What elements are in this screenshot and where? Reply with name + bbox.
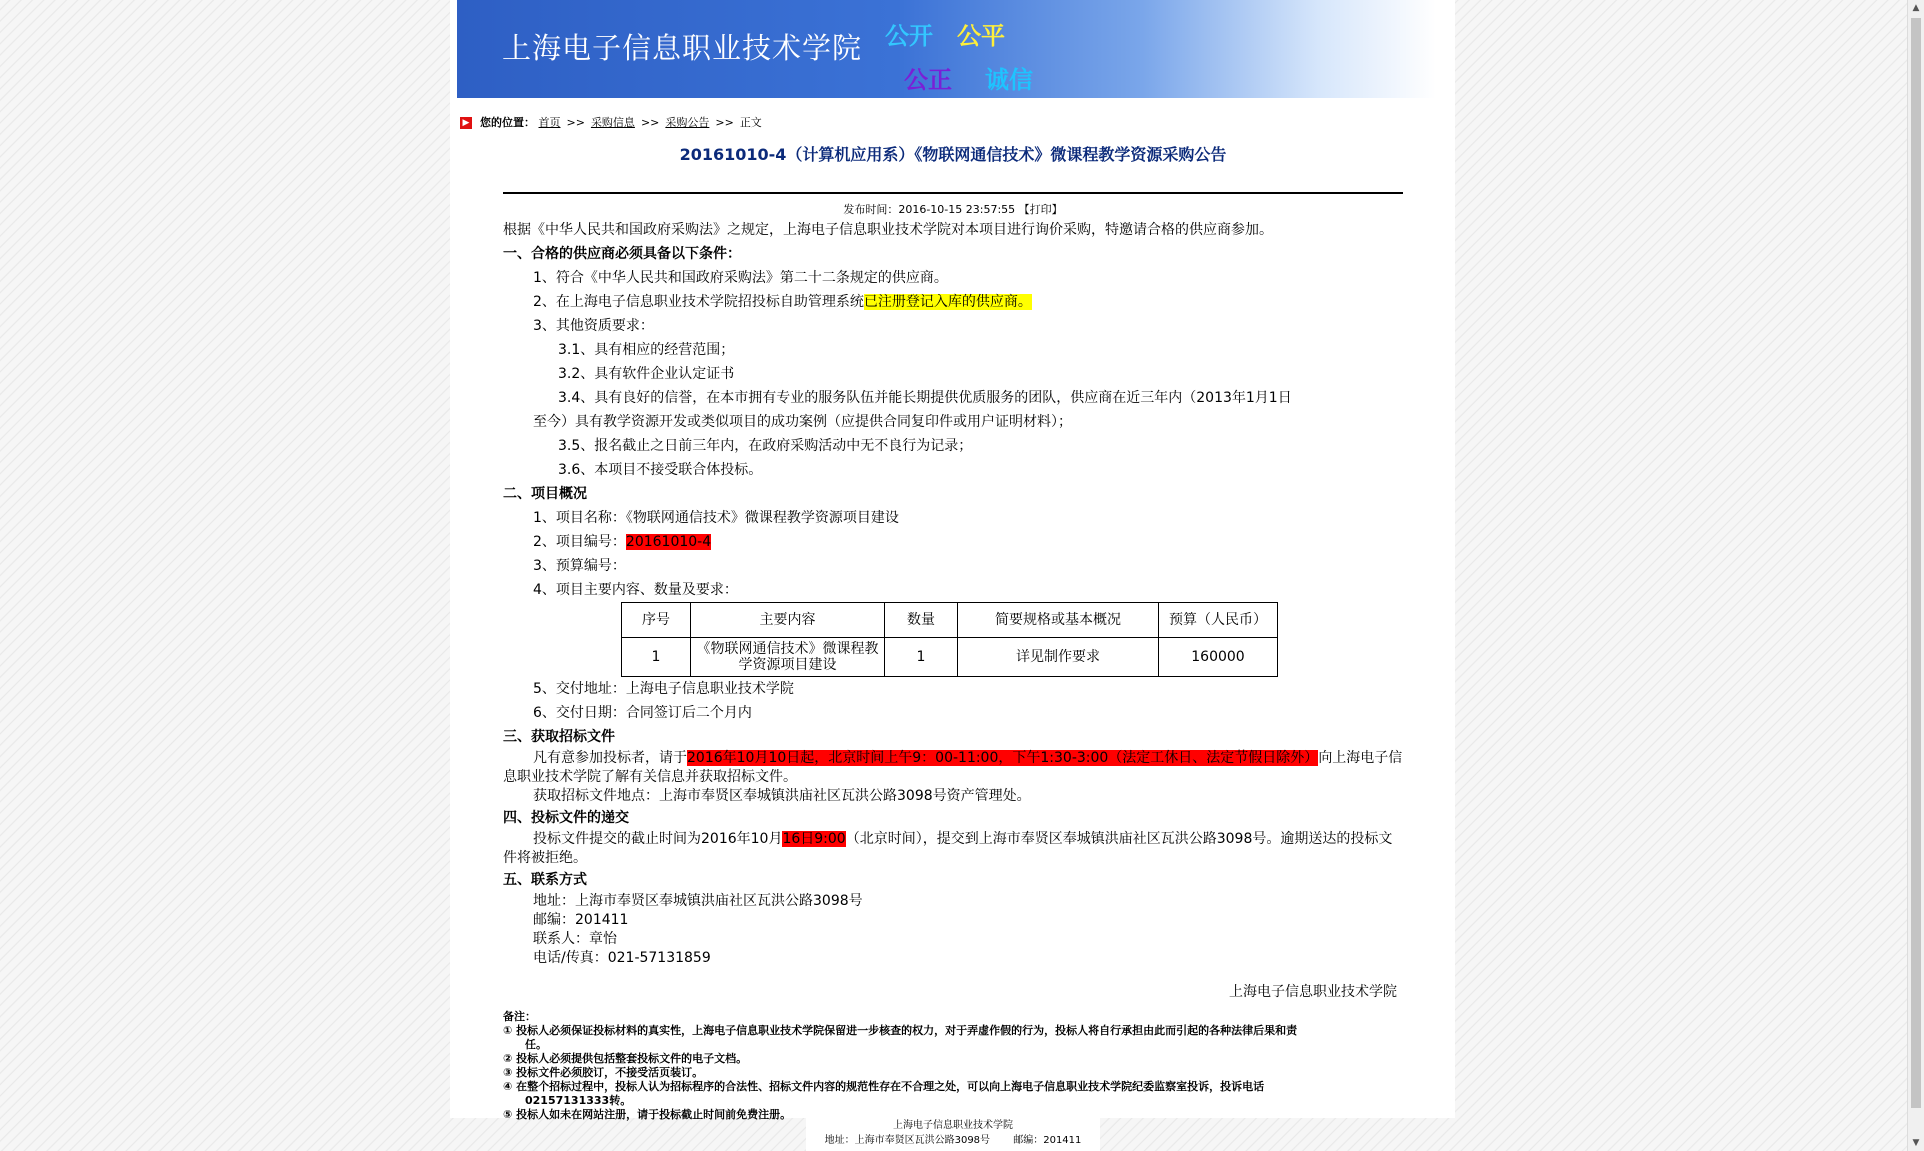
contact-person: 联系人：章怡	[533, 931, 617, 947]
site-footer	[806, 1118, 1100, 1151]
s3-p1-text: 凡有意参加投标者，请于	[533, 750, 687, 766]
project-number-highlight: 20161010-4	[625, 534, 712, 550]
scroll-down-arrow-icon[interactable]: ▼	[1912, 1138, 1920, 1148]
breadcrumb-current: 正文	[739, 116, 762, 129]
table-cell: 1	[622, 638, 691, 677]
site-banner	[457, 0, 1436, 98]
s1-item-3-5: 3.5、报名截止之日前三年内，在政府采购活动中无不良行为记录；	[558, 438, 973, 454]
table-header-row	[622, 603, 1278, 638]
note-3: ③ 投标文件必须胶订，不接受活页装订。	[503, 1066, 704, 1079]
s3-p1-text-end: 向上海电子信息职业技术学院了解有关信息并获取招标文件。	[503, 750, 1403, 785]
table-cell: 《物联网通信技术》微课程教学资源项目建设	[691, 638, 885, 677]
s1-item-3-2: 3.2、具有软件企业认定证书	[558, 366, 735, 382]
table-cell: 详见制作要求	[958, 638, 1159, 677]
s4-paragraph	[503, 830, 1403, 868]
breadcrumb-label: 您的位置：	[480, 116, 535, 129]
s1-item-3-1: 3.1、具有相应的经营范围；	[558, 342, 735, 358]
note-1-cont: 任。	[525, 1038, 547, 1051]
s2-item-3: 3、预算编号：	[533, 558, 626, 574]
footer-address: 地址：上海市奉贤区瓦洪公路3098号 邮编：201411	[824, 1135, 1082, 1146]
notes-block	[503, 1010, 1403, 1122]
s1-item-1: 1、符合《中华人民共和国政府采购法》第二十二条规定的供应商。	[533, 270, 948, 286]
table-cell: 160000	[1159, 638, 1278, 677]
note-4: ④ 在整个招标过程中，投标人认为招标程序的合法性、招标文件内容的规范性存在不合理之处，可以向上海电子信息职业技术学院纪委监察室投诉，投诉电话	[503, 1080, 1265, 1093]
article-title: 20161010-4（计算机应用系）《物联网通信技术》微课程教学资源采购公告	[679, 145, 1227, 164]
motto-1: 公开	[885, 22, 933, 50]
s1-item-3: 3、其他资质要求：	[533, 318, 654, 334]
scrollbar-thumb[interactable]	[1911, 18, 1921, 1108]
note-1: ① 投标人必须保证投标材料的真实性，上海电子信息职业技术学院保留进一步核查的权力，对于弄虚作假的行为，投标人将自行承担由此而引起的各种法律后果和责	[503, 1024, 1298, 1037]
motto-3: 公正	[904, 66, 952, 94]
motto-4: 诚信	[985, 66, 1033, 94]
s4-deadline-highlight: 16日9:00	[782, 831, 846, 847]
s1-item-2-text: 2、在上海电子信息职业技术学院招投标自助管理系统	[533, 294, 864, 310]
s2-item-2	[503, 530, 1403, 554]
s2-item-2-text: 2、项目编号：	[533, 534, 626, 550]
breadcrumb-procurement-notice-link[interactable]: 采购公告	[665, 116, 710, 129]
footer-school: 上海电子信息职业技术学院	[893, 1120, 1013, 1131]
table-header: 数量	[885, 603, 958, 638]
breadcrumb-home-link[interactable]: 首页	[538, 116, 561, 129]
table-header: 预算（人民币）	[1159, 603, 1278, 638]
motto-2: 公平	[957, 22, 1005, 50]
s1-item-2-highlight: 已注册登记入库的供应商。	[863, 294, 1032, 310]
section-2-title: 二、项目概况	[503, 486, 587, 502]
scroll-up-arrow-icon[interactable]: ▲	[1912, 3, 1920, 13]
section-5-title: 五、联系方式	[503, 872, 587, 888]
breadcrumb-procurement-info-link[interactable]: 采购信息	[590, 116, 635, 129]
arrow-right-icon: ▶	[460, 117, 472, 129]
table-row	[622, 638, 1278, 677]
breadcrumb	[460, 114, 762, 130]
article-body	[503, 218, 1403, 1122]
section-1-title: 一、合格的供应商必须具备以下条件：	[503, 246, 741, 262]
contact-phone: 电话/传真：021-57131859	[533, 950, 711, 966]
s4-p1-text: 投标文件提交的截止时间为2016年10月	[533, 831, 783, 847]
breadcrumb-sep: >>	[566, 116, 585, 129]
s3-paragraph-1	[503, 749, 1403, 787]
table-header: 简要规格或基本概况	[958, 603, 1159, 638]
school-name: 上海电子信息职业技术学院	[502, 31, 863, 65]
contact-zip: 邮编：201411	[533, 912, 629, 928]
breadcrumb-sep: >>	[715, 116, 734, 129]
notes-title: 备注：	[503, 1010, 536, 1023]
intro-paragraph: 根据《中华人民共和国政府采购法》之规定，上海电子信息职业技术学院对本项目进行询价采购，特邀请合格的供应商参加。	[503, 222, 1273, 238]
contact-address: 地址：上海市奉贤区奉城镇洪庙社区瓦洪公路3098号	[533, 893, 863, 909]
note-4-cont: 02157131333转。	[525, 1094, 632, 1107]
s2-item-4: 4、项目主要内容、数量及要求：	[533, 582, 738, 598]
s2-item-1: 1、项目名称：《物联网通信技术》微课程教学资源项目建设	[533, 510, 899, 526]
s1-item-3-6: 3.6、本项目不接受联合体投标。	[558, 462, 763, 478]
table-header: 主要内容	[691, 603, 885, 638]
vertical-scrollbar[interactable]	[1907, 0, 1924, 1151]
table-cell: 1	[885, 638, 958, 677]
signature: 上海电子信息职业技术学院	[1229, 984, 1397, 1000]
breadcrumb-sep: >>	[640, 116, 660, 129]
s4-p1-text-end: （北京时间），提交到上海市奉贤区奉城镇洪庙社区瓦洪公路3098号。逾期送达的投标文件将被拒绝。	[503, 831, 1393, 866]
title-divider	[503, 192, 1403, 194]
section-3-title: 三、获取招标文件	[503, 729, 615, 745]
s1-item-3-4-cont: 至今）具有教学资源开发或类似项目的成功案例（应提供合同复印件或用户证明材料）；	[533, 414, 1072, 430]
note-5: ⑤ 投标人如未在网站注册，请于投标截止时间前免费注册。	[503, 1108, 792, 1121]
s2-item-6: 6、交付日期：合同签订后二个月内	[533, 705, 752, 721]
requirements-table	[621, 602, 1278, 677]
s3-time-highlight: 2016年10月10日起，北京时间上午9：00-11:00，下午1:30-3:00（法定工休日、法定节假日除外）	[687, 750, 1319, 766]
section-4-title: 四、投标文件的递交	[503, 810, 629, 826]
publish-time: 发布时间：2016-10-15 23:57:55 【打印】	[843, 203, 1063, 216]
s1-item-3-4: 3.4、具有良好的信誉，在本市拥有专业的服务队伍并能长期提供优质服务的团队，供应商在近三年内（2013年1月1日	[558, 390, 1292, 406]
note-2: ② 投标人必须提供包括整套投标文件的电子文档。	[503, 1052, 748, 1065]
s2-item-5: 5、交付地址：上海电子信息职业技术学院	[533, 681, 794, 697]
s1-item-2	[503, 290, 1403, 314]
s3-paragraph-2: 获取招标文件地点：上海市奉贤区奉城镇洪庙社区瓦洪公路3098号资产管理处。	[533, 788, 1031, 804]
table-header: 序号	[622, 603, 691, 638]
